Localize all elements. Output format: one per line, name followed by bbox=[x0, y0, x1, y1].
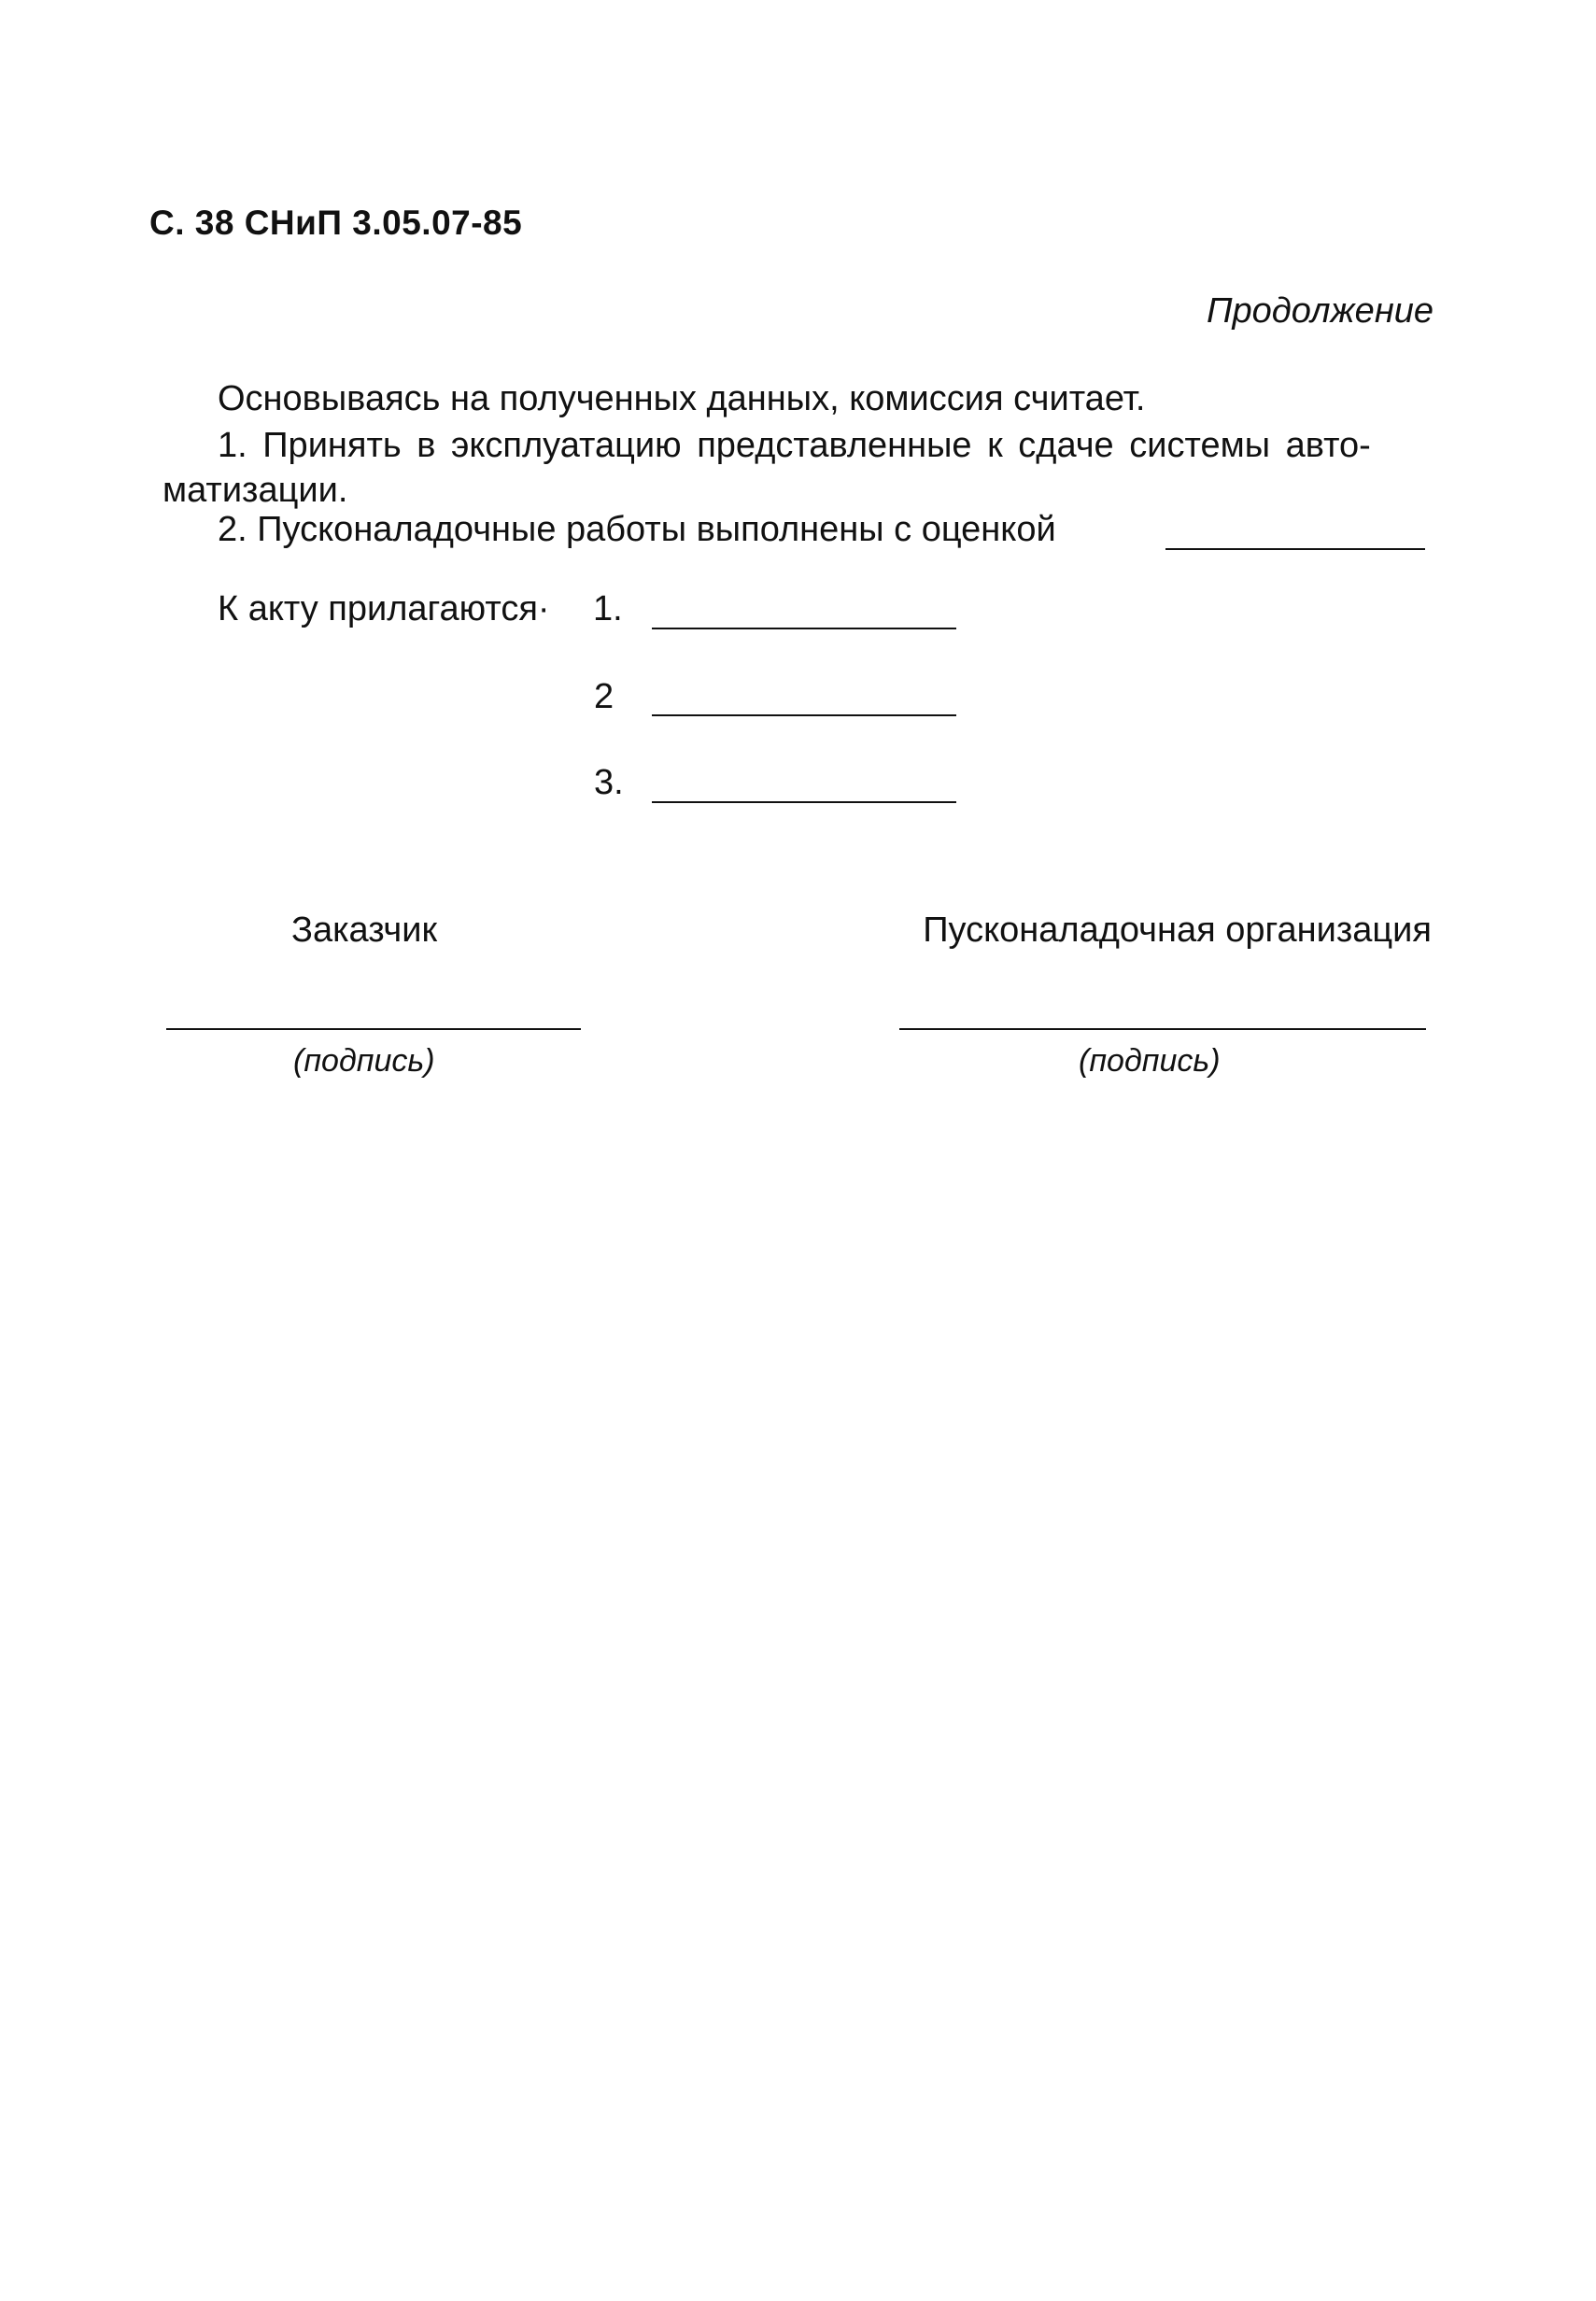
attachment-blank-line-2 bbox=[652, 714, 956, 716]
attachment-number-1: 1. bbox=[593, 589, 623, 628]
item-1-line-2: матизации. bbox=[162, 471, 348, 510]
attachment-blank-line-1 bbox=[652, 628, 956, 629]
customer-signature-line bbox=[166, 1028, 581, 1030]
organization-signature-line bbox=[899, 1028, 1426, 1030]
page-header: С. 38 СНиП 3.05.07-85 bbox=[149, 204, 523, 242]
grade-blank-line bbox=[1165, 548, 1425, 550]
customer-signature-caption: (подпись) bbox=[293, 1043, 435, 1079]
item-1-line-1: 1. Принять в эксплуатацию представленные к сдаче системы авто- bbox=[218, 426, 1371, 465]
attachment-number-2: 2 bbox=[594, 677, 614, 716]
continuation-label: Продолжение bbox=[1207, 291, 1434, 331]
customer-label: Заказчик bbox=[291, 911, 438, 950]
item-2-text: 2. Пусконаладочные работы выполнены с оценкой bbox=[218, 510, 1056, 549]
attachment-number-3: 3. bbox=[594, 763, 624, 802]
attachment-blank-line-3 bbox=[652, 801, 956, 803]
organization-label: Пусконаладочная организация bbox=[923, 911, 1432, 950]
organization-signature-caption: (подпись) bbox=[1079, 1043, 1221, 1079]
intro-paragraph: Основываясь на полученных данных, комиссия считает. bbox=[218, 379, 1146, 418]
attachments-label: К акту прилагаются· bbox=[218, 589, 550, 628]
